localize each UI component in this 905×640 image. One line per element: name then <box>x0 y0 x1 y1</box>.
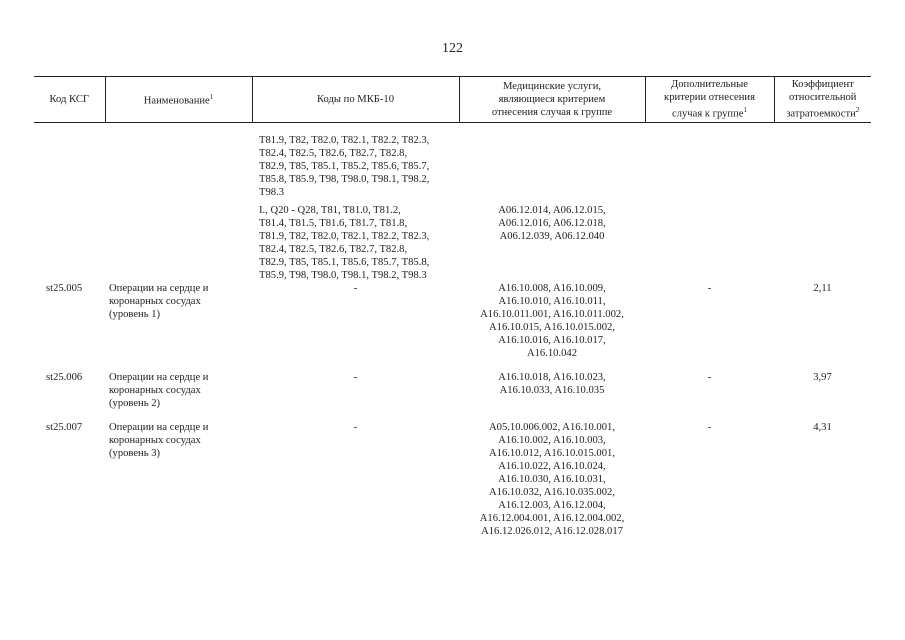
service-line: A16.10.033, A16.10.035 <box>499 384 605 396</box>
name-line: Операции на сердце и <box>109 282 209 294</box>
name-line: (уровень 3) <box>109 447 161 459</box>
service-line: A16.10.042 <box>526 347 578 359</box>
table-row <box>34 282 871 360</box>
table-header-row <box>34 77 871 123</box>
header-coef-line: Коэффициент <box>791 79 854 90</box>
mkb-codes-cell <box>252 134 459 199</box>
service-line: A16.12.003, A16.12.004, <box>498 499 606 511</box>
services-cell <box>459 421 645 538</box>
name-line: Операции на сердце и <box>109 371 209 383</box>
header-services-line: отнесения случая к группе <box>491 106 613 118</box>
service-line: A16.10.018, A16.10.023, <box>498 371 606 383</box>
header-coef-text: затратоемкости <box>786 108 856 120</box>
header-code: Код КСГ <box>34 77 105 123</box>
name-line: (уровень 2) <box>109 397 161 409</box>
header-coef-line: относительной <box>789 92 857 103</box>
header-name <box>105 77 252 123</box>
coef-cell: 4,31 <box>813 421 832 433</box>
mkb-line: T98.3 <box>259 186 285 198</box>
service-line: A16.10.010, A16.10.011, <box>498 295 606 307</box>
criteria-cell: - <box>707 371 712 383</box>
header-criteria-line <box>649 104 771 121</box>
service-line: A16.10.016, A16.10.017, <box>498 334 606 346</box>
table-row <box>34 371 871 410</box>
header-mkb: Коды по МКБ-10 <box>252 77 459 123</box>
name-line: коронарных сосудах <box>109 384 201 396</box>
mkb-line: T82.9, T85, T85.1, T85.6, T85.7, T85.8, <box>259 256 430 268</box>
mkb-line: T81.4, T81.5, T81.6, T81.7, T81.8, <box>259 217 408 229</box>
service-line: A16.10.032, A16.10.035.002, <box>489 486 615 498</box>
header-services-line: Медицинские услуги, <box>502 80 602 92</box>
header-name-footnote: 1 <box>209 93 214 101</box>
service-line: A16.10.015, A16.10.015.002, <box>489 321 615 333</box>
mkb-line: T82.9, T85, T85.1, T85.2, T85.6, T85.7, <box>259 160 430 172</box>
header-services <box>459 77 645 123</box>
service-line: A05.10.006.002, A16.10.001, <box>489 421 615 433</box>
ksg-code: st25.006 <box>46 371 83 383</box>
name-line: (уровень 1) <box>109 308 161 320</box>
service-line: A16.10.008, A16.10.009, <box>498 282 606 294</box>
mkb-line: I., Q20 - Q28, T81, T81.0, T81.2, <box>259 204 401 216</box>
header-criteria-text: случая к группе <box>672 108 744 120</box>
page-number: 122 <box>442 41 463 56</box>
service-line: A16.10.030, A16.10.031, <box>498 473 606 485</box>
service-line: A16.10.011.001, A16.10.011.002, <box>480 308 624 320</box>
service-line: A06.12.039, A06.12.040 <box>499 230 605 242</box>
criteria-cell: - <box>707 282 712 294</box>
service-line: A16.10.002, A16.10.003, <box>498 434 606 446</box>
mkb-line: T81.9, T82, T82.0, T82.1, T82.2, T82.3, <box>259 134 430 146</box>
ksg-name <box>105 421 252 538</box>
table-row <box>34 421 871 538</box>
services-cell <box>459 204 645 282</box>
header-coef <box>774 77 871 123</box>
mkb-line: T82.4, T82.5, T82.6, T82.7, T82.8, <box>259 147 408 159</box>
mkb-codes-cell <box>252 204 459 282</box>
header-name-text: Наименование <box>143 95 210 107</box>
service-line: A16.12.026.012, A16.12.028.017 <box>481 525 623 537</box>
ksg-code: st25.007 <box>46 421 83 433</box>
mkb-line: T85.9, T98, T98.0, T98.1, T98.2, T98.3 <box>259 269 427 281</box>
mkb-line: T85.8, T85.9, T98, T98.0, T98.1, T98.2, <box>259 173 430 185</box>
header-criteria <box>645 77 774 123</box>
header-services-line: являющиеся критерием <box>498 93 606 105</box>
mkb-line: T81.9, T82, T82.0, T82.1, T82.2, T82.3, <box>259 230 430 242</box>
mkb-codes-cell: - <box>353 371 358 383</box>
header-criteria-line: Дополнительные <box>671 79 748 90</box>
ksg-name <box>105 282 252 360</box>
service-line: A06.12.016, A06.12.018, <box>498 217 606 229</box>
table-row-continuation <box>34 134 871 199</box>
name-line: коронарных сосудах <box>109 295 201 307</box>
mkb-codes-cell: - <box>353 282 358 294</box>
ksg-code: st25.005 <box>46 282 83 294</box>
ksg-name <box>105 371 252 410</box>
service-line: A16.10.022, A16.10.024, <box>498 460 606 472</box>
header-criteria-footnote: 1 <box>743 106 747 114</box>
service-line: A06.12.014, A06.12.015, <box>498 204 606 216</box>
criteria-cell: - <box>707 421 712 433</box>
coef-cell: 3,97 <box>813 371 832 383</box>
table-row-continuation <box>34 204 871 282</box>
name-line: коронарных сосудах <box>109 434 201 446</box>
services-cell <box>459 371 645 410</box>
header-coef-line <box>778 104 869 121</box>
header-coef-footnote: 2 <box>855 106 860 114</box>
services-cell <box>459 282 645 360</box>
ksg-table <box>34 76 871 538</box>
coef-cell: 2,11 <box>813 282 832 294</box>
name-line: Операции на сердце и <box>109 421 209 433</box>
service-line: A16.10.012, A16.10.015.001, <box>489 447 615 459</box>
service-line: A16.12.004.001, A16.12.004.002, <box>479 512 625 524</box>
mkb-line: T82.4, T82.5, T82.6, T82.7, T82.8, <box>259 243 408 255</box>
header-criteria-line: критерии отнесения <box>664 92 755 103</box>
mkb-codes-cell: - <box>353 421 358 433</box>
